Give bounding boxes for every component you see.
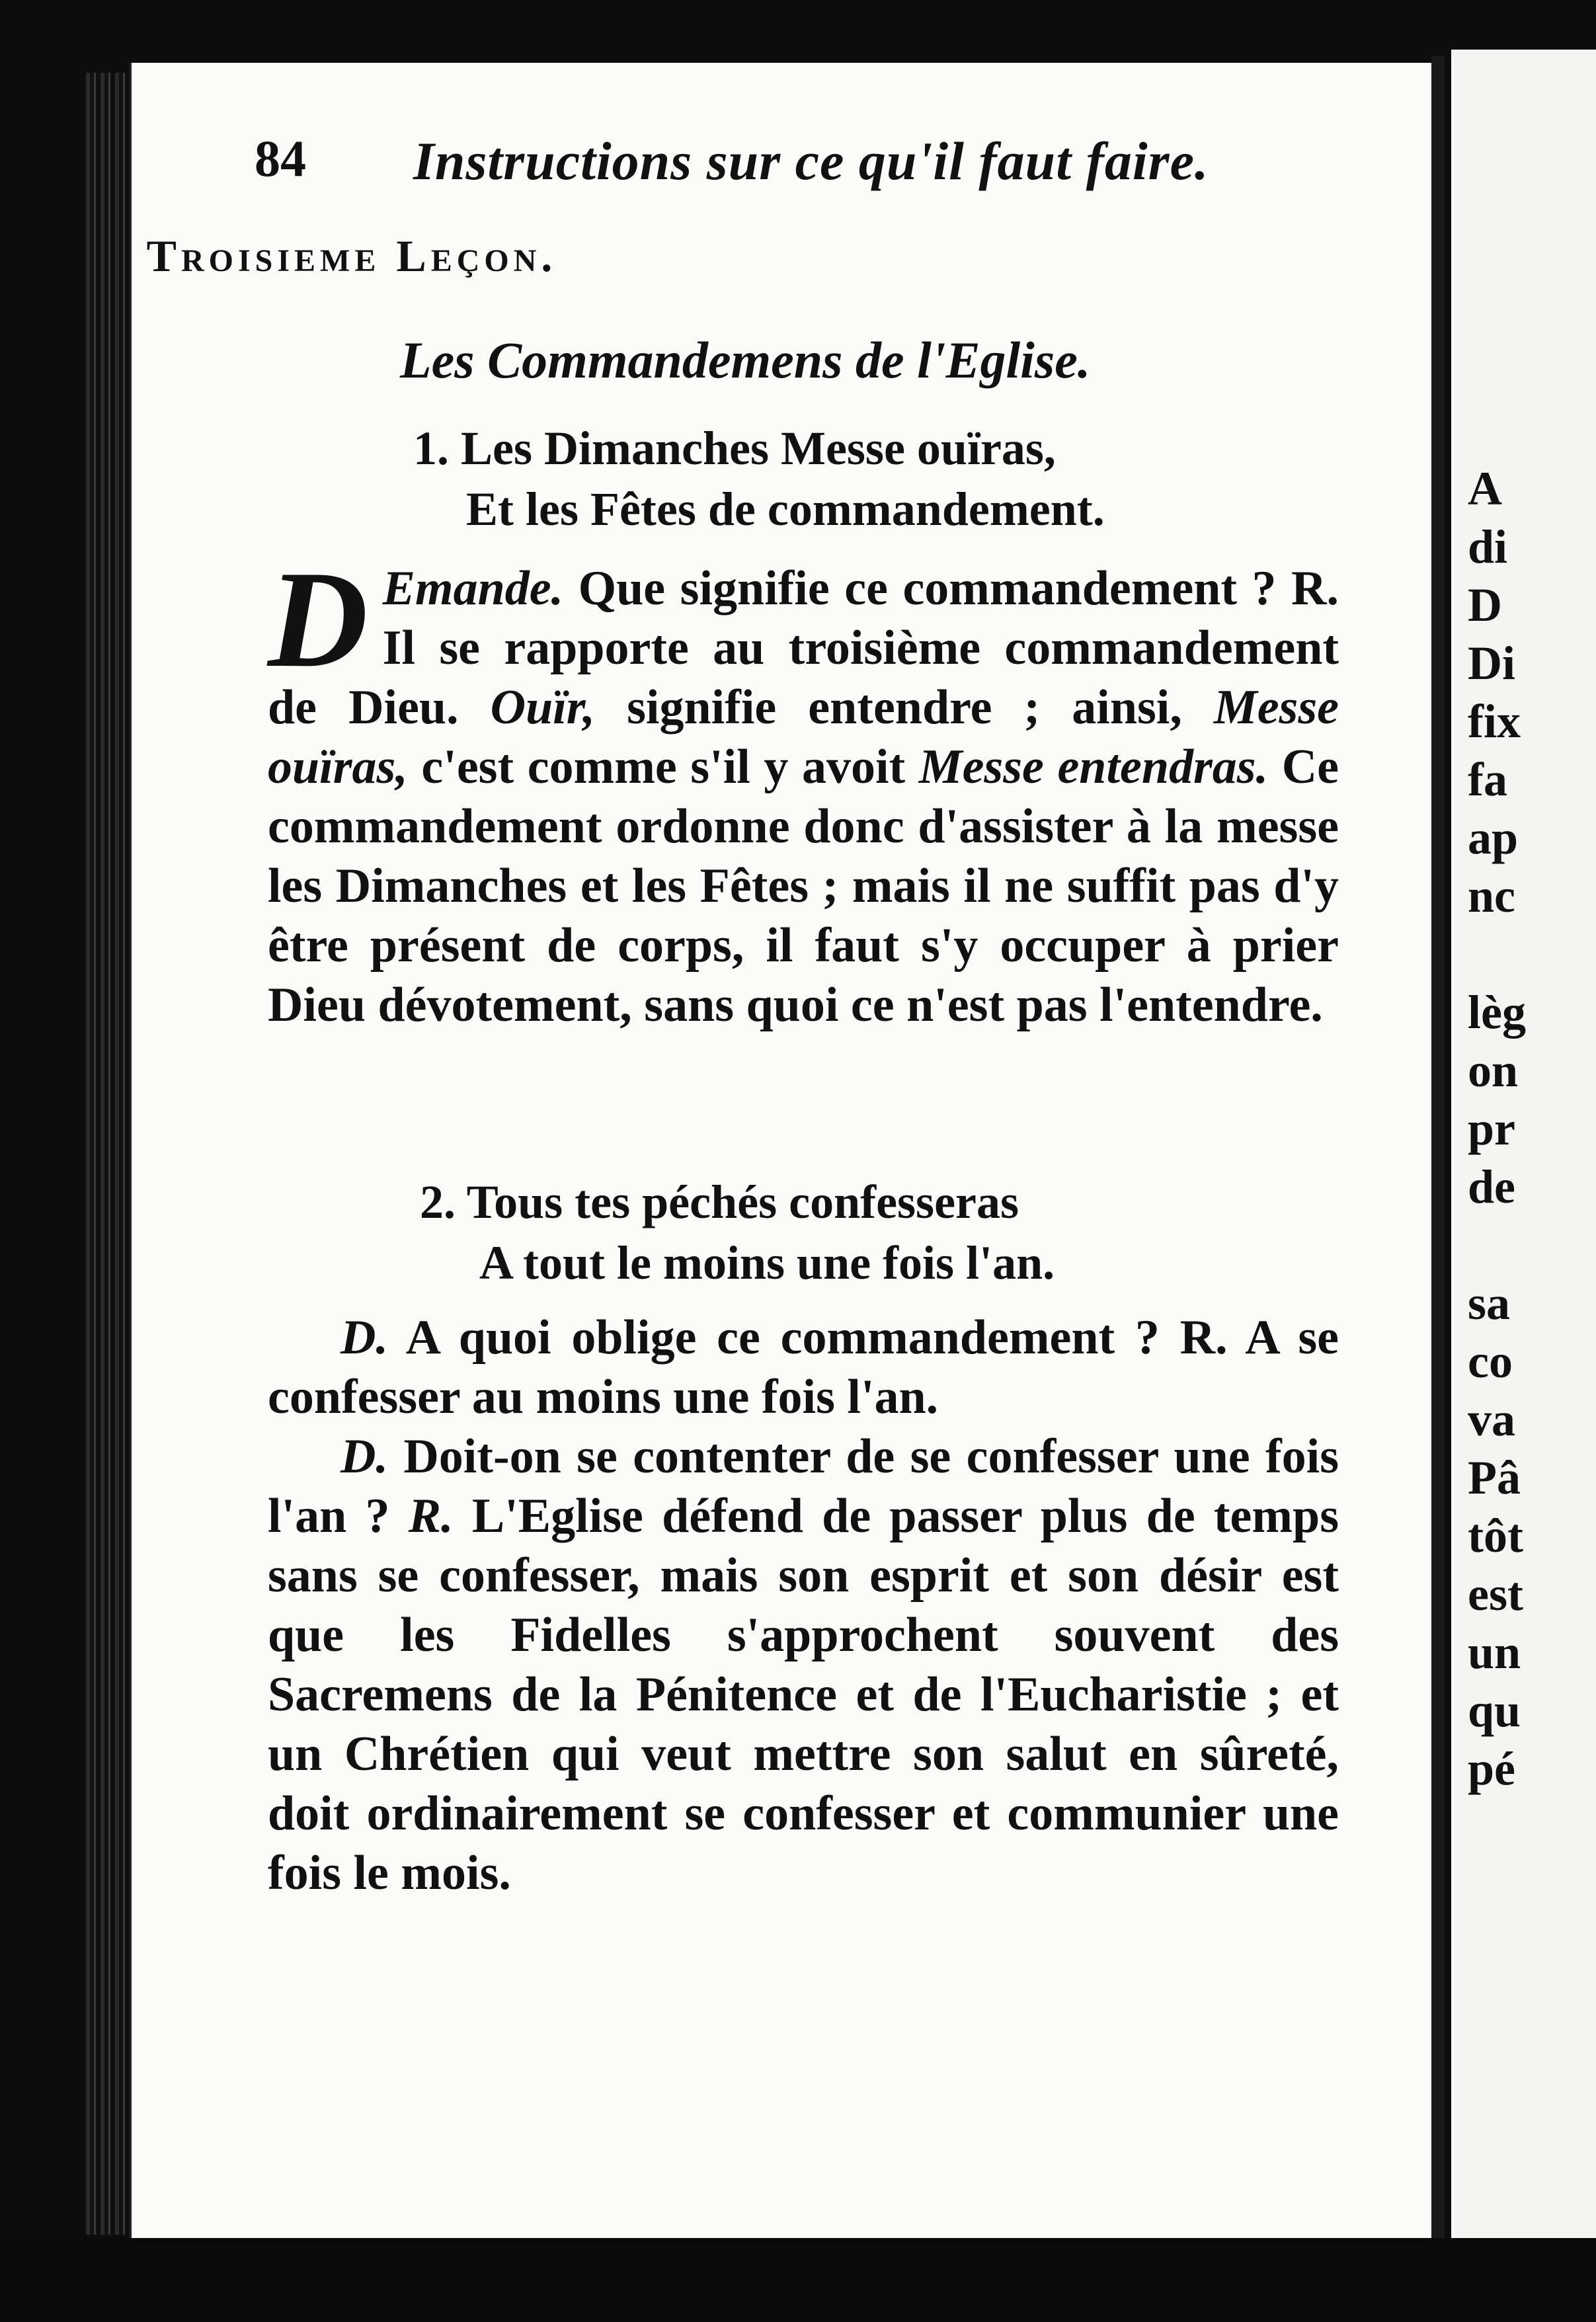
book-spine <box>86 73 132 2235</box>
facing-page-fragment: qu <box>1468 1684 1521 1737</box>
drop-cap: D <box>268 543 368 696</box>
verse-1 <box>413 418 1105 540</box>
paragraph-1-text-b: signifie entendre ; ainsi, <box>595 680 1214 735</box>
facing-page-fragment: on <box>1468 1044 1519 1097</box>
verse-2 <box>420 1172 1055 1293</box>
facing-page-fragment: sa <box>1468 1277 1511 1330</box>
paragraph-2-text: A quoi oblige ce commandement ? R. A se confesser au moins une fois l'an. <box>268 1310 1339 1424</box>
paragraph-1-text-d: Ce commandement ordonne donc d'assister à la messe les Dimanches et les Fêtes ; mais il ne suffit pas d'y être présent de corps, il faut s'y occuper à prier Dieu dévotement, sans quoi ce n'est pas l'entendre. <box>268 740 1339 1032</box>
running-head <box>255 129 1209 202</box>
facing-page-fragment: fa <box>1468 753 1507 806</box>
facing-page-fragment: A <box>1468 462 1502 515</box>
facing-page-fragment: Di <box>1468 637 1515 690</box>
facing-page-fragment: di <box>1468 520 1508 573</box>
verse-2-line-1: 2. Tous tes péchés confesseras <box>420 1176 1019 1228</box>
facing-page-fragment: co <box>1468 1335 1513 1388</box>
facing-page-fragment: D <box>1468 579 1502 631</box>
facing-page-fragment: de <box>1468 1160 1515 1213</box>
paragraph-3-label-r: R. <box>408 1489 454 1543</box>
paragraph-1-italic-c: Messe entendras. <box>918 740 1269 794</box>
paragraph-3-text-a: Doit-on se contenter de se confesser une fois l'an ? <box>268 1429 1339 1543</box>
facing-page-fragment: pé <box>1468 1742 1515 1795</box>
lesson-heading: Troisieme Leçon. <box>146 231 557 281</box>
paragraph-1-text-c: c'est comme s'il y avoit <box>407 740 919 794</box>
facing-page-fragment <box>1468 925 1526 983</box>
facing-page-fragment: Pâ <box>1468 1451 1521 1504</box>
facing-page-fragment: est <box>1468 1568 1523 1621</box>
paragraph-1-italic-a: Ouïr, <box>490 680 596 735</box>
paragraph-2-label: D. <box>340 1310 388 1365</box>
paragraph-2 <box>268 1308 1339 1427</box>
facing-page-fragment: pr <box>1468 1102 1515 1155</box>
page-edge <box>1431 56 1445 2245</box>
paragraph-3-label: D. <box>340 1429 388 1484</box>
page-number: 84 <box>255 130 306 187</box>
facing-page <box>1451 50 1596 2245</box>
facing-page-fragment: fix <box>1468 695 1521 748</box>
facing-page-fragment: ap <box>1468 811 1519 864</box>
paragraph-1 <box>268 543 1339 1035</box>
paragraph-3 <box>268 1427 1339 1903</box>
facing-page-fragment: va <box>1468 1393 1515 1446</box>
facing-page-fragment: lèg <box>1468 986 1526 1039</box>
verse-2-line-2: A tout le moins une fois l'an. <box>479 1236 1055 1289</box>
verse-1-line-1: 1. Les Dimanches Messe ouïras, <box>413 422 1056 475</box>
section-title: Les Commandemens de l'Eglise. <box>400 331 1091 389</box>
running-title: Instructions sur ce qu'il faut faire. <box>413 131 1209 191</box>
facing-page-fragment <box>1468 1216 1526 1274</box>
paragraph-3-text-b: L'Eglise défend de passer plus de temps sans se confesser, mais son esprit et son désir est que les Fidelles s'approchent souvent des Sacremens de la Pénitence et de l'Eucharistie ; et un Chrétien qui veut mettre son salut en sûreté, doit ordinairement se confesser et communier une fois le mois. <box>268 1489 1339 1900</box>
facing-page-fragment: tôt <box>1468 1509 1523 1562</box>
facing-page-fragment: nc <box>1468 869 1515 922</box>
verse-1-line-2: Et les Fêtes de commandement. <box>466 483 1105 536</box>
facing-page-text <box>1468 460 1526 1798</box>
facing-page-fragment: un <box>1468 1626 1521 1679</box>
paragraph-1-text-a: Que signifie ce commandement ? R. Il se rapporte au troisième commandement de Dieu. <box>268 561 1339 735</box>
paragraph-1-italic-b: Messe ouïras, <box>268 680 1339 794</box>
scan-border <box>0 2238 1596 2322</box>
paragraph-1-lead: Emande. <box>382 561 564 616</box>
